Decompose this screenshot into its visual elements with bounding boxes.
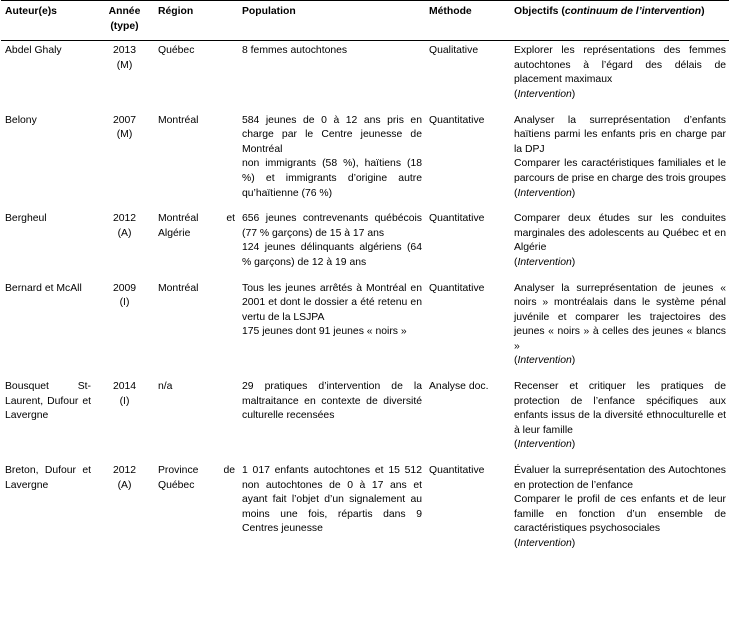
continuum-value: Intervention [517,439,572,451]
table-row [1,209,729,278]
cell-population [238,209,425,278]
continuum-line: (Intervention) [514,439,576,451]
table-row [1,41,729,111]
cell-region: Montréal et Algérie [158,213,235,239]
cell-auteur: Bernard et McAll [5,282,82,294]
cell-methode: Quantitative [429,282,485,294]
cell-objectifs [510,111,729,210]
annee-value: 2013 [112,45,137,57]
continuum-line: (Intervention) [514,187,576,199]
cell-annee [94,377,154,461]
cell-auteur: Bousquet St-Laurent, Dufour et Lavergne [5,381,91,422]
table-row [1,377,729,461]
cell-region: n/a [158,381,173,393]
objectif-line: Explorer les représentations des femmes autochtones à l’égard des délais de placement maximaux [514,45,726,86]
population-line: 124 jeunes délinquants algériens (64 % garçons) de 12 à 19 ans [242,242,422,268]
type-value: (I) [119,395,130,407]
population-line: 584 jeunes de 0 à 12 ans pris en charge par le Centre jeunesse de Montréal [242,114,422,155]
population-line: 656 jeunes contrevenants québécois (77 % garçons) de 15 à 17 ans [242,213,422,239]
cell-annee [94,461,154,558]
cell-auteur: Bergheul [5,213,47,225]
cell-region: Province de Québec [158,465,235,491]
cell-objectifs [510,41,729,111]
cell-population [238,279,425,378]
cell-auteur: Belony [5,114,37,126]
cell-methode: Analyse doc. [429,381,489,393]
continuum-value: Intervention [517,538,572,549]
population-line: Tous les jeunes arrêtés à Montréal en 2001 et dont le dossier a été retenu en vertu de la LSJPA [242,282,422,323]
population-line: 1 017 enfants autochtones et 15 512 non autochtones de 0 à 17 ans et ayant fait l’objet d’un signalement au moins une fois, répartis dans 9 Centres jeunesse [242,465,422,535]
cell-region: Québec [158,45,195,57]
header-auteur: Auteur(e)s [1,1,94,41]
continuum-value: Intervention [517,187,572,199]
population-line: non immigrants (58 %), haïtiens (18 %) et immigrants d’origine autre qu’haïtienne (76 %) [242,158,422,199]
cell-annee [94,111,154,210]
type-value: (M) [116,129,133,141]
header-annee: Année (type) [94,1,154,41]
objectif-line: Évaluer la surreprésentation des Autochtones en protection de l’enfance [514,465,726,491]
cell-auteur: Breton, Dufour et Lavergne [5,465,91,491]
continuum-line: (Intervention) [514,538,576,549]
header-methode: Méthode [425,1,510,41]
cell-population [238,461,425,558]
table-header-row [1,1,729,41]
population-line: 29 pratiques d’intervention de la maltraitance en contexte de diversité culturelle recensées [242,381,422,422]
cell-population [238,111,425,210]
continuum-value: Intervention [517,355,572,367]
continuum-line: (Intervention) [514,256,576,268]
objectif-line: Analyser la surreprésentation d’enfants haïtiens parmi les enfants pris en charge par la DPJ [514,114,726,155]
cell-auteur: Abdel Ghaly [5,45,62,57]
cell-objectifs [510,461,729,558]
annee-value: 2012 [112,213,137,225]
cell-annee [94,41,154,111]
population-line: 175 jeunes dont 91 jeunes « noirs » [242,326,407,338]
cell-population [238,41,425,111]
annee-value: 2014 [112,381,137,393]
objectif-line: Comparer deux études sur les conduites marginales des adolescents au Québec et en Algérie [514,213,726,254]
cell-objectifs [510,377,729,461]
header-population: Population [238,1,425,41]
table-row [1,111,729,210]
continuum-line: (Intervention) [514,355,576,367]
continuum-value: Intervention [517,256,572,268]
cell-methode: Quantitative [429,114,485,126]
cell-region: Montréal [158,282,199,294]
cell-objectifs [510,209,729,278]
cell-methode: Quantitative [429,465,485,477]
studies-table [1,0,729,558]
type-value: (M) [116,59,133,71]
type-value: (A) [117,479,132,491]
header-objectifs-italic: continuum de l’intervention [564,6,702,17]
header-objectifs-suffix: ) [701,6,705,17]
table-row [1,279,729,378]
cell-objectifs [510,279,729,378]
header-region: Région [154,1,238,41]
type-value: (I) [119,297,130,309]
table-row [1,461,729,558]
objectif-line: Comparer les caractéristiques familiales et le parcours de prise en charge des trois groupes [514,158,726,184]
objectif-line: Analyser la surreprésentation de jeunes « noirs » montréalais dans le système pénal juvénile et comparer les trajectoires des jeunes « noirs » à celles des jeunes « blancs » [514,282,726,352]
cell-population [238,377,425,461]
continuum-line: (Intervention) [514,88,576,100]
annee-value: 2007 [112,114,137,126]
population-line: 8 femmes autochtones [242,45,348,57]
annee-value: 2012 [112,465,137,477]
annee-value: 2009 [112,282,137,294]
objectif-line: Recenser et critiquer les pratiques de protection de l’enfance spécifiques aux enfants issus de la diversité ethnoculturelle et à leur famille [514,381,726,436]
header-objectifs-prefix: Objectifs ( [514,6,565,17]
cell-annee [94,279,154,378]
cell-annee [94,209,154,278]
cell-methode: Quantitative [429,213,485,225]
cell-region: Montréal [158,114,199,126]
objectif-line: Comparer le profil de ces enfants et de leur famille en fonction d’un ensemble de caractéristiques psychosociales [514,494,726,535]
continuum-value: Intervention [517,88,572,100]
cell-methode: Qualitative [429,45,479,57]
header-objectifs [510,1,729,41]
type-value: (A) [117,227,132,239]
